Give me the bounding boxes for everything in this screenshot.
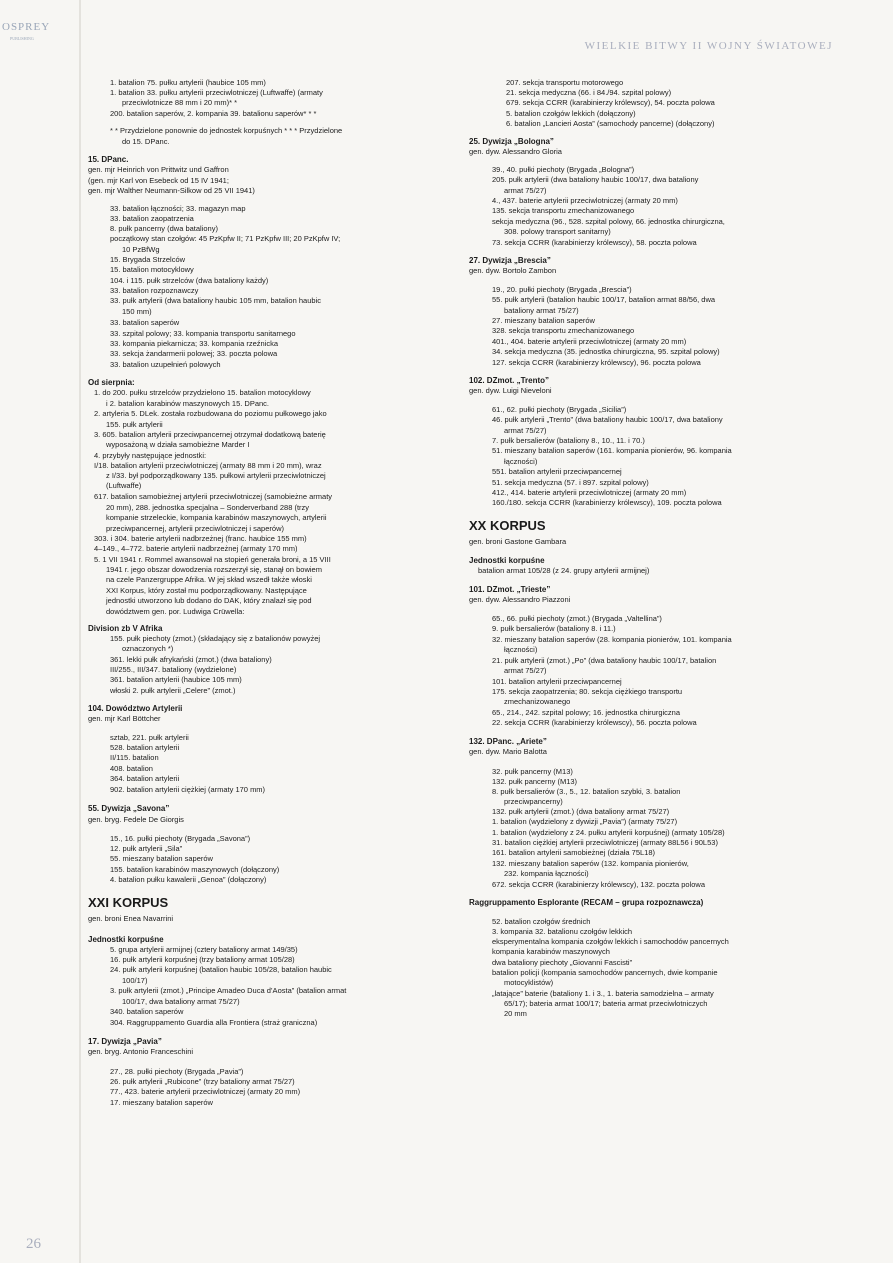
text-line: 361. batalion artylerii (haubice 105 mm) [110,675,242,684]
text-line: 17. mieszany batalion saperów [110,1098,213,1107]
text-line: 679. sekcja CCRR (karabinierzy królewscy), 54. poczta polowa [506,98,715,107]
unit-heading: 25. Dywizja „Bologna” [469,137,554,146]
text-line: 551. batalion artylerii przeciwpancernej [492,467,622,476]
text-line: zmechanizowanego [504,697,571,706]
text-line: jednostki utworzono lub dodano do DAK, który znalazł się pod [106,596,312,605]
text-line: (Luftwaffe) [106,481,142,490]
text-line: 8. pułk bersalierów (3., 5., 12. batalion szybki, 3. batalion [492,787,681,796]
text-line: 24. pułk artylerii korpuśnej (batalion haubic 105/28, batalion haubic [110,965,332,974]
text-line: wyposażoną w działa samobieżne Marder I [106,440,250,449]
text-line: 33. sekcja żandarmerii polowej; 33. poczta polowa [110,349,278,358]
text-line: 6. batalion „Lancieri Aosta” (samochody pancerne) (dołączony) [506,119,715,128]
text-line: gen. mjr Karl Böttcher [88,714,161,723]
text-line: 3. pułk artylerii (zmot.) „Principe Amadeo Duca d’Aosta” (batalion armat [110,986,347,995]
text-line: 33. batalion łączności; 33. magazyn map [110,204,246,213]
text-line: 4–149., 4–772. baterie artylerii nadbrzeżnej (armaty 170 mm) [94,544,298,553]
text-line: gen. dyw. Alessandro Gloria [469,147,562,156]
text-line: 21. pułk artylerii (zmot.) „Po” (dwa bataliony haubic 100/17, batalion [492,656,717,665]
text-line: XXI Korpus, który został mu podporządkowany. Następujące [106,586,307,595]
text-line: 304. Raggruppamento Guardia alla Frontiera (straż graniczna) [110,1018,318,1027]
text-line: 5. batalion czołgów lekkich (dołączony) [506,109,636,118]
text-line: 10 PzBfWg [122,245,160,254]
text-line: dwa bataliony piechoty „Giovanni Fascisti” [492,958,633,967]
text-line: 4., 437. baterie artylerii przeciwlotniczej (armaty 20 mm) [492,196,678,205]
text-line: 33. pułk artylerii (dwa bataliony haubic 105 mm, batalion haubic [110,296,321,305]
text-line: 100/17, dwa bataliony armat 75/27) [122,997,240,1006]
text-line: oznaczonych *) [122,644,174,653]
text-line: 155. batalion karabinów maszynowych (dołączony) [110,865,280,874]
text-line: 34. sekcja medyczna (35. jednostka chirurgiczna, 95. szpital polowy) [492,347,720,356]
text-line: bataliony armat 75/27) [504,306,579,315]
text-line: 100/17) [122,976,148,985]
series-title: WIELKIE BITWY II WOJNY ŚWIATOWEJ [584,40,833,52]
text-line: 33. batalion zaopatrzenia [110,214,194,223]
text-line: gen. dyw. Mario Balotta [469,747,547,756]
text-line: 21. sekcja medyczna (66. i 84./94. szpital polowy) [506,88,672,97]
text-line: 46. pułk artylerii „Trento” (dwa bataliony haubic 100/17, dwa bataliony [492,415,723,424]
text-line: gen. dyw. Luigi Nieveloni [469,386,552,395]
text-line: 412., 414. baterie artylerii przeciwlotniczej (armaty 20 mm) [492,488,687,497]
text-line: dowództwem gen. por. Ludwiga Crüwella: [106,607,245,616]
text-line: kompanie strzeleckie, kompania karabinów maszynowych, artylerii [106,513,327,522]
text-line: gen. bryg. Fedele De Giorgis [88,815,184,824]
text-line: 20 mm), 288. jednostka specjalna – Sonderverband 288 (trzy [106,503,310,512]
text-line: 2. artyleria 5. DLek. została rozbudowana do poziomu pułkowego jako [94,409,327,418]
text-line: 19., 20. pułki piechoty (Brygada „Brescia”) [492,285,632,294]
text-line: III/255., III/347. bataliony (wydzielone) [110,665,237,674]
text-line: 51. mieszany batalion saperów (161. kompania pionierów, 96. kompania [492,446,732,455]
text-line: 4. batalion pułku kawalerii „Genoa” (dołączony) [110,875,267,884]
text-line: armat 75/27) [504,426,547,435]
text-line: gen. broni Enea Navarrini [88,914,174,923]
text-line: 132. pułk artylerii (zmot.) (dwa bataliony armat 75/27) [492,807,670,816]
text-line: 1. do 200. pułku strzelców przydzielono 15. batalion motocyklowy [94,388,311,397]
unit-heading: 55. Dywizja „Savona” [88,804,170,813]
text-line: 52. batalion czołgów średnich [492,917,591,926]
text-line: 33. batalion rozpoznawczy [110,286,199,295]
unit-heading: Jednostki korpuśne [469,556,545,565]
text-line: batalion policji (kompania samochodów pancernych, dwie kompanie [492,968,718,977]
text-line: 401., 404. baterie artylerii przeciwlotniczej (armaty 20 mm) [492,337,687,346]
text-line: batalion armat 105/28 (z 24. grupy artylerii armijnej) [478,566,650,575]
unit-heading: 17. Dywizja „Pavia” [88,1037,162,1046]
text-line: 65., 214., 242. szpital polowy; 16. jednostka chirurgiczna [492,708,681,717]
text-line: włoski 2. pułk artylerii „Celere” (zmot.) [110,686,236,695]
text-line: 361. lekki pułk afrykański (zmot.) (dwa bataliony) [110,655,272,664]
text-line: 232. kompania łączności) [504,869,589,878]
text-line: 127. sekcja CCRR (karabinierzy królewscy), 96. poczta polowa [492,358,701,367]
text-line: 902. batalion artylerii ciężkiej (armaty 170 mm) [110,785,266,794]
text-line: I/18. batalion artylerii przeciwlotniczej (armaty 88 mm i 20 mm), wraz [94,461,322,470]
text-line: 3. 605. batalion artylerii przeciwpancernej otrzymał dodatkową baterię [94,430,326,439]
text-line: 328. sekcja transportu zmechanizowanego [492,326,635,335]
text-line: łączności) [504,457,538,466]
text-line: 207. sekcja transportu motorowego [506,78,624,87]
text-line: 77., 423. baterie artylerii przeciwlotniczej (armaty 20 mm) [110,1087,301,1096]
text-line: 39., 40. pułki piechoty (Brygada „Bologna”) [492,165,635,174]
text-line: 26. pułk artylerii „Rubicone” (trzy bataliony armat 75/27) [110,1077,295,1086]
text-line: sekcja medyczna (96., 528. szpital polowy, 66. jednostka chirurgiczna, [492,217,725,226]
text-line: eksperymentalna kompania czołgów lekkich i samochodów pancernych [492,937,729,946]
text-line: 22. sekcja CCRR (karabinierzy królewscy), 56. poczta polowa [492,718,697,727]
text-line: 55. pułk artylerii (batalion haubic 100/17, batalion armat 88/56, dwa [492,295,716,304]
text-line: 200. batalion saperów, 2. kompania 39. batalionu saperów* * * [110,109,317,118]
text-line: 205. pułk artylerii (dwa bataliony haubic 100/17, dwa bataliony [492,175,699,184]
text-line: 308. polowy transport sanitarny) [504,227,611,236]
unit-heading: 15. DPanc. [88,155,129,164]
text-line: 1. batalion (wydzielony z 24. pułku artylerii korpuśnej) (armaty 105/28) [492,828,725,837]
text-line: 135. sekcja transportu zmechanizowanego [492,206,635,215]
unit-heading: 104. Dowództwo Artylerii [88,704,183,713]
text-line: 33. batalion saperów [110,318,180,327]
text-line: przeciwlotnicze 88 mm i 20 mm)* * [122,98,238,107]
text-line: 672. sekcja CCRR (karabinierzy królewscy), 132. poczta polowa [492,880,706,889]
text-line: (gen. mjr Karl von Esebeck od 15 IV 1941; [88,176,229,185]
text-line: „latające” baterie (bataliony 1. i 3., 1. bateria samodzielna – armaty [492,989,714,998]
text-line: 364. batalion artylerii [110,774,180,783]
text-line: sztab, 221. pułk artylerii [110,733,189,742]
page-number: 26 [26,1236,41,1252]
text-line: przeciwpancerny) [504,797,563,806]
unit-heading: 27. Dywizja „Brescia” [469,256,551,265]
text-line: 160./180. sekcja CCRR (karabinierzy królewscy), 109. poczta polowa [492,498,722,507]
text-line: 65., 66. pułki piechoty (zmot.) (Brygada „Valtellina”) [492,614,662,623]
text-line: 101. batalion artylerii przeciwpancernej [492,677,622,686]
unit-heading: 102. DZmot. „Trento” [469,376,550,385]
page-spine-divider [79,0,81,1263]
text-line: 33. szpital polowy; 33. kompania transportu sanitarnego [110,329,296,338]
text-line: na czele Panzergruppe Afrika. W jej skład wszedł także włoski [106,575,312,584]
text-line: 3. kompania 32. batalionu czołgów lekkich [492,927,633,936]
unit-heading: Raggruppamento Esplorante (RECAM – grupa rozpoznawcza) [469,898,704,907]
section-heading: XXI KORPUS [88,895,169,910]
unit-heading: 101. DZmot. „Trieste” [469,585,551,594]
text-line: z I/33. był podporządkowany 135. pułkowi artylerii przeciwlotniczej [106,471,326,480]
text-line: gen. mjr Heinrich von Prittwitz und Gaffron [88,165,229,174]
text-line: 132. pułk pancerny (M13) [492,777,578,786]
text-line: armat 75/27) [504,186,547,195]
text-line: 5. 1 VII 1941 r. Rommel awansował na stopień generała broni, a 15 VIII [94,555,331,564]
text-line: 340. batalion saperów [110,1007,184,1016]
text-line: 31. batalion ciężkiej artylerii przeciwlotniczej (armaty 88L56 i 90L53) [492,838,718,847]
text-line: II/115. batalion [110,753,159,762]
text-line: 1941 r. jego obszar dowodzenia rozszerzył się, stanął on bowiem [106,565,322,574]
text-line: 55. mieszany batalion saperów [110,854,213,863]
text-line: 33. kompania piekarnicza; 33. kompania rzeźnicka [110,339,279,348]
text-line: 32. pułk pancerny (M13) [492,767,573,776]
text-line: 51. sekcja medyczna (57. i 897. szpital polowy) [492,478,649,487]
unit-heading: Od sierpnia: [88,378,135,387]
text-line: 150 mm) [122,307,152,316]
text-line: 1. batalion 75. pułku artylerii (haubice 105 mm) [110,78,266,87]
unit-heading: 132. DPanc. „Ariete” [469,737,547,746]
section-heading: XX KORPUS [469,518,546,533]
unit-heading: Division zb V Afrika [88,624,163,633]
text-line: 7. pułk bersalierów (bataliony 8., 10., 11. i 70.) [492,436,645,445]
text-line: 161. batalion artylerii samobieżnej (działa 75L18) [492,848,656,857]
text-line: początkowy stan czołgów: 45 PzKpfw II; 71 PzKpfw III; 20 PzKpfw IV; [110,234,341,243]
text-line: 27. mieszany batalion saperów [492,316,595,325]
text-line: 408. batalion [110,764,153,773]
text-line: motocyklistów) [504,978,554,987]
text-line: kompania karabinów maszynowych [492,947,610,956]
text-line: * * Przydzielone ponownie do jednostek korpuśnych * * * Przydzielone [110,126,343,135]
text-line: 15. batalion motocyklowy [110,265,194,274]
text-line: armat 75/27) [504,666,547,675]
text-line: 61., 62. pułki piechoty (Brygada „Sicilia”) [492,405,627,414]
text-line: przeciwpancernej, artylerii przeciwlotniczej i saperów) [106,524,284,533]
text-line: gen. broni Gastone Gambara [469,537,567,546]
text-line: gen. dyw. Alessandro Piazzoni [469,595,571,604]
text-line: 5. grupa artylerii armijnej (cztery bataliony armat 149/35) [110,945,298,954]
text-line: 73. sekcja CCRR (karabinierzy królewscy), 58. poczta polowa [492,238,697,247]
text-line: 528. batalion artylerii [110,743,180,752]
text-line: gen. bryg. Antonio Franceschini [88,1047,194,1056]
text-line: 155. pułk piechoty (zmot.) (składający się z batalionów powyżej [110,634,321,643]
text-line: 27., 28. pułki piechoty (Brygada „Pavia”) [110,1067,244,1076]
text-line: 4. przybyły następujące jednostki: [94,451,207,460]
text-line: do 15. DPanc. [122,137,170,146]
text-line: 1. batalion 33. pułku artylerii przeciwlotniczej (Luftwaffe) (armaty [110,88,323,97]
text-line: 20 mm [504,1009,527,1018]
text-line: gen. mjr Walther Neumann-Silkow od 25 VII 1941) [88,186,255,195]
text-line: 15., 16. pułki piechoty (Brygada „Savona”) [110,834,251,843]
text-line: 16. pułk artylerii korpuśnej (trzy bataliony armat 105/28) [110,955,295,964]
text-line: łączności) [504,645,538,654]
text-line: 9. pułk bersalierów (bataliony 8. i 11.) [492,624,616,633]
publisher-logo: OSPREY PUBLISHING [2,21,51,41]
text-line: 617. batalion samobieżnej artylerii przeciwlotniczej (samobieżne armaty [94,492,333,501]
text-line: 15. Brygada Strzelców [110,255,186,264]
text-line: 33. batalion uzupełnień polowych [110,360,221,369]
text-line: i 2. batalion karabinów maszynowych 15. DPanc. [106,399,270,408]
text-line: 155. pułk artylerii [106,420,163,429]
text-line: 32. mieszany batalion saperów (28. kompania pionierów, 101. kompania [492,635,732,644]
text-line: 12. pułk artylerii „Sila” [110,844,183,853]
text-line: 1. batalion (wydzielony z dywizji „Pavia”) (armaty 75/27) [492,817,678,826]
text-line: gen. dyw. Bortolo Zambon [469,266,557,275]
text-line: 104. i 115. pułk strzelców (dwa bataliony każdy) [110,276,269,285]
text-line: 175. sekcja zaopatrzenia; 80. sekcja ciężkiego transportu [492,687,683,696]
text-line: 65/17); bateria armat 100/17; bateria armat przeciwlotniczych [504,999,708,1008]
text-line: 8. pułk pancerny (dwa bataliony) [110,224,218,233]
text-line: 303. i 304. baterie artylerii nadbrzeżnej (franc. haubice 155 mm) [94,534,307,543]
text-line: 132. mieszany batalion saperów (132. kompania pionierów, [492,859,689,868]
unit-heading: Jednostki korpuśne [88,935,164,944]
